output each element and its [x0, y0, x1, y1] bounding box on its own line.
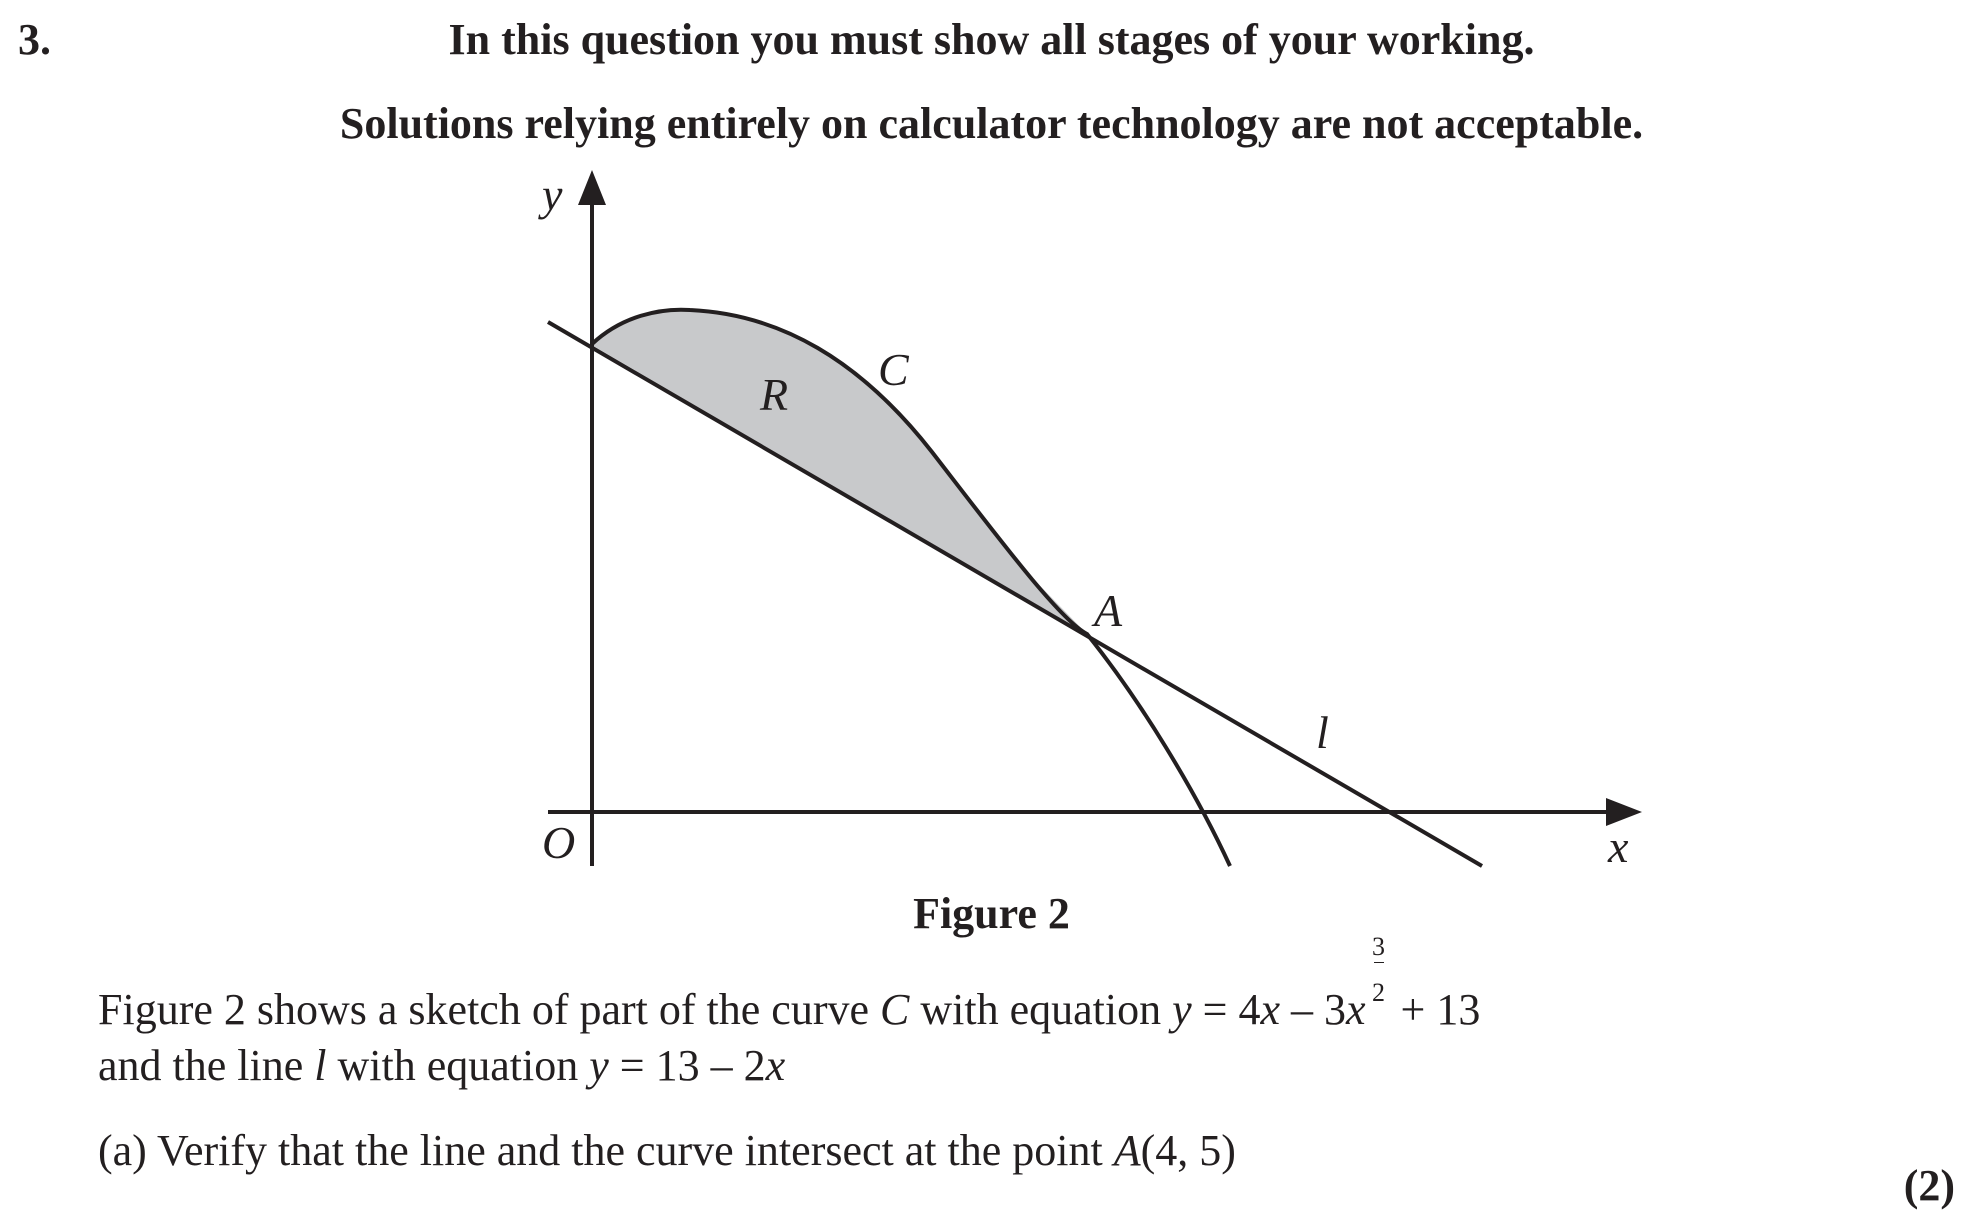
curve-label: C [878, 344, 909, 395]
instruction-line-2: Solutions relying entirely on calculator technology are not acceptable. [339, 99, 1644, 148]
curve-name: C [880, 985, 910, 1034]
line-name: l [314, 1041, 327, 1090]
part-a-label: (a) [98, 1126, 147, 1175]
x-axis-label: x [1608, 821, 1629, 872]
exponent-fraction [1368, 932, 1390, 1012]
text-segment: and the line [98, 1041, 315, 1090]
question-number: 3. [18, 15, 51, 64]
exponent-denominator: 2 [1372, 978, 1386, 1007]
point-coords: (4, 5) [1140, 1126, 1236, 1175]
equation-part: = 4 [1191, 985, 1261, 1034]
line-label: l [1316, 707, 1329, 758]
line-l [548, 322, 1482, 866]
equation-part: = 13 – 2 [608, 1041, 766, 1090]
figure-caption: Figure 2 [913, 889, 1070, 938]
equation-x: x [1260, 985, 1280, 1034]
equation-part: – 3 [1280, 985, 1346, 1034]
marks-badge: (2) [1903, 1161, 1955, 1210]
point-a-label: A [1094, 585, 1123, 636]
exponent-numerator: 3 [1372, 932, 1386, 961]
instruction-line-1: In this question you must show all stages of your working. [448, 15, 1535, 64]
origin-label: O [542, 817, 576, 868]
region-label: R [760, 369, 789, 420]
part-a-question [98, 1125, 1236, 1176]
y-axis-label: y [542, 169, 563, 220]
fraction-bar [1374, 962, 1384, 963]
y-axis-arrow [578, 170, 606, 205]
equation-x: x [1346, 985, 1366, 1034]
point-name: A [1113, 1126, 1141, 1175]
text-segment: with equation [909, 985, 1173, 1034]
region-r [590, 310, 1087, 634]
equation-part: + 13 [1389, 985, 1481, 1034]
equation-y: y [1172, 985, 1192, 1034]
text-segment: Figure 2 shows a sketch of part of the curve [98, 985, 881, 1034]
question-text-line-1 [98, 932, 1481, 1038]
part-a-text: Verify that the line and the curve intersect at the point [146, 1126, 1114, 1175]
question-text-line-2 [98, 1038, 785, 1094]
text-segment: with equation [326, 1041, 590, 1090]
equation-y: y [589, 1041, 609, 1090]
equation-x: x [765, 1041, 786, 1090]
